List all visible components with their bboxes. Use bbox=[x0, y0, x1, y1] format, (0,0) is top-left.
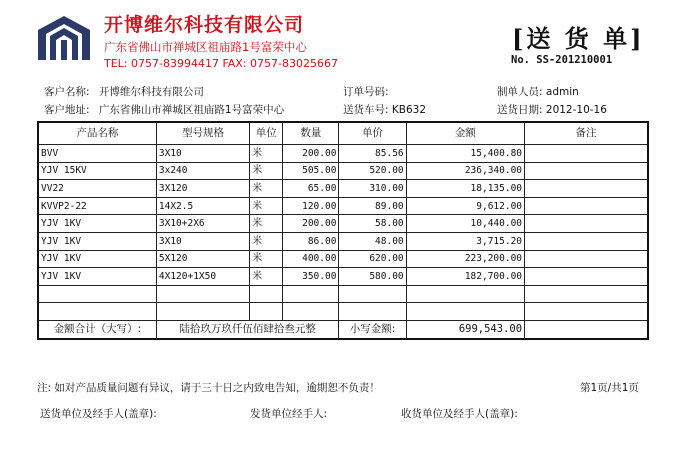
total-remark-cell bbox=[525, 320, 648, 338]
product-name-cell: KVVP2-22 bbox=[38, 197, 156, 215]
unit-cell bbox=[250, 303, 283, 321]
amount-cell: 18,135.00 bbox=[406, 180, 524, 198]
amount-cell: 10,440.00 bbox=[406, 215, 524, 233]
footer-note: 注: 如对产品质量问题有异议，请于三十日之内致电告知，逾期恕不负责！ bbox=[37, 382, 380, 394]
amount-cell bbox=[406, 303, 524, 321]
customer-address-value: 广东省佛山市禅城区祖庙路1号富荣中心 bbox=[98, 104, 285, 116]
unit-price-cell bbox=[339, 303, 406, 321]
product-name-cell: YJV 1KV bbox=[38, 268, 156, 286]
model-spec-cell: 3X120 bbox=[156, 180, 249, 198]
vehicle-value: KB632 bbox=[391, 104, 427, 116]
model-spec-cell: 3X10+2X6 bbox=[156, 215, 249, 233]
remark-cell bbox=[525, 303, 648, 321]
header-remark: 备注 bbox=[525, 122, 648, 145]
remark-cell bbox=[525, 268, 648, 286]
unit-cell: 米 bbox=[250, 232, 283, 250]
header-quantity: 数量 bbox=[283, 122, 339, 145]
remark-cell bbox=[525, 180, 648, 198]
header-amount: 金额 bbox=[406, 122, 524, 145]
customer-address-label: 客户地址: bbox=[44, 104, 90, 116]
table-row bbox=[38, 268, 648, 286]
quantity-cell: 120.00 bbox=[283, 197, 339, 215]
unit-cell: 米 bbox=[250, 145, 283, 163]
model-spec-cell: 14X2.5 bbox=[156, 197, 249, 215]
quantity-cell bbox=[283, 285, 339, 303]
total-small-label: 小写金额: bbox=[339, 320, 406, 338]
unit-price-cell bbox=[339, 285, 406, 303]
vehicle-label: 送货车号: bbox=[343, 104, 389, 116]
remark-cell bbox=[525, 145, 648, 163]
unit-price-cell: 89.00 bbox=[339, 197, 406, 215]
header-product-name: 产品名称 bbox=[38, 122, 156, 145]
quantity-cell: 65.00 bbox=[283, 180, 339, 198]
customer-name-label: 客户名称: bbox=[44, 86, 90, 98]
receiver-signature-label: 收货单位及经手人(盖章): bbox=[401, 408, 518, 420]
creator-label: 制单人员: bbox=[497, 86, 543, 98]
table-row bbox=[38, 180, 648, 198]
unit-cell: 米 bbox=[250, 215, 283, 233]
product-name-cell: VV22 bbox=[38, 180, 156, 198]
unit-price-cell: 580.00 bbox=[339, 268, 406, 286]
remark-cell bbox=[525, 197, 648, 215]
table-row bbox=[38, 250, 648, 268]
sender-signature-label: 送货单位及经手人(盖章): bbox=[40, 408, 157, 420]
header-model-spec: 型号规格 bbox=[156, 122, 249, 145]
unit-cell bbox=[250, 285, 283, 303]
amount-cell bbox=[406, 285, 524, 303]
product-name-cell bbox=[38, 285, 156, 303]
customer-name-value: 开博维尔科技有限公司 bbox=[98, 86, 204, 98]
header-unit-price: 单价 bbox=[339, 122, 406, 145]
unit-cell: 米 bbox=[250, 162, 283, 180]
model-spec-cell: 3X10 bbox=[156, 145, 249, 163]
company-logo bbox=[34, 12, 94, 64]
delivery-date-row bbox=[497, 102, 607, 117]
amount-cell: 3,715.20 bbox=[406, 232, 524, 250]
unit-price-cell: 58.00 bbox=[339, 215, 406, 233]
unit-price-cell: 620.00 bbox=[339, 250, 406, 268]
delivery-date-value: 2012-10-16 bbox=[545, 104, 607, 116]
model-spec-cell: 5X120 bbox=[156, 250, 249, 268]
amount-cell: 182,700.00 bbox=[406, 268, 524, 286]
model-spec-cell: 3X10 bbox=[156, 232, 249, 250]
unit-price-cell: 310.00 bbox=[339, 180, 406, 198]
product-name-cell bbox=[38, 303, 156, 321]
table-row bbox=[38, 232, 648, 250]
order-no-row bbox=[343, 84, 389, 99]
table-row bbox=[38, 285, 648, 303]
model-spec-cell bbox=[156, 303, 249, 321]
product-name-cell: YJV 1KV bbox=[38, 250, 156, 268]
remark-cell bbox=[525, 215, 648, 233]
unit-cell: 米 bbox=[250, 250, 283, 268]
table-row bbox=[38, 145, 648, 163]
customer-address-row bbox=[44, 102, 284, 117]
unit-cell: 米 bbox=[250, 197, 283, 215]
total-small-value: 699,543.00 bbox=[406, 320, 524, 338]
table-row bbox=[38, 162, 648, 180]
quantity-cell: 86.00 bbox=[283, 232, 339, 250]
unit-price-cell: 85.56 bbox=[339, 145, 406, 163]
unit-price-cell: 48.00 bbox=[339, 232, 406, 250]
header-unit: 单位 bbox=[250, 122, 283, 145]
page-number: 第1页/共1页 bbox=[580, 382, 639, 394]
quantity-cell: 350.00 bbox=[283, 268, 339, 286]
amount-cell: 223,200.00 bbox=[406, 250, 524, 268]
model-spec-cell bbox=[156, 285, 249, 303]
total-row bbox=[38, 320, 648, 338]
table-row bbox=[38, 215, 648, 233]
delivery-date-label: 送货日期: bbox=[497, 104, 543, 116]
product-name-cell: YJV 1KV bbox=[38, 215, 156, 233]
document-title: [送 货 单] bbox=[512, 24, 645, 53]
remark-cell bbox=[525, 232, 648, 250]
table-row bbox=[38, 303, 648, 321]
quantity-cell: 200.00 bbox=[283, 145, 339, 163]
table-header-row bbox=[38, 122, 648, 145]
creator-value: admin bbox=[545, 86, 579, 98]
unit-price-cell: 520.00 bbox=[339, 162, 406, 180]
total-words-value: 陆拾玖万玖仟伍佰肆拾叁元整 bbox=[156, 320, 339, 338]
vehicle-row bbox=[343, 102, 426, 117]
unit-cell: 米 bbox=[250, 180, 283, 198]
company-phone-fax: TEL: 0757-83994417 FAX: 0757-83025667 bbox=[104, 57, 338, 70]
remark-cell bbox=[525, 162, 648, 180]
remark-cell bbox=[525, 285, 648, 303]
product-name-cell: YJV 15KV bbox=[38, 162, 156, 180]
total-words-label: 金额合计（大写）: bbox=[38, 320, 156, 338]
amount-cell: 9,612.00 bbox=[406, 197, 524, 215]
remark-cell bbox=[525, 250, 648, 268]
creator-row bbox=[497, 84, 579, 99]
product-name-cell: YJV 1KV bbox=[38, 232, 156, 250]
product-name-cell: BVV bbox=[38, 145, 156, 163]
company-name: 开博维尔科技有限公司 bbox=[104, 14, 305, 36]
table-row bbox=[38, 197, 648, 215]
quantity-cell: 400.00 bbox=[283, 250, 339, 268]
quantity-cell: 505.00 bbox=[283, 162, 339, 180]
items-table bbox=[37, 121, 649, 340]
quantity-cell bbox=[283, 303, 339, 321]
company-address: 广东省佛山市禅城区祖庙路1号富荣中心 bbox=[104, 40, 307, 54]
quantity-cell: 200.00 bbox=[283, 215, 339, 233]
amount-cell: 15,400.80 bbox=[406, 145, 524, 163]
unit-cell: 米 bbox=[250, 268, 283, 286]
order-no-label: 订单号码: bbox=[343, 86, 389, 98]
amount-cell: 236,340.00 bbox=[406, 162, 524, 180]
document-number: No. SS-201210001 bbox=[511, 54, 613, 66]
model-spec-cell: 4X120+1X50 bbox=[156, 268, 249, 286]
model-spec-cell: 3x240 bbox=[156, 162, 249, 180]
customer-name-row bbox=[44, 84, 204, 99]
shipper-signature-label: 发货单位经手人: bbox=[250, 408, 328, 420]
